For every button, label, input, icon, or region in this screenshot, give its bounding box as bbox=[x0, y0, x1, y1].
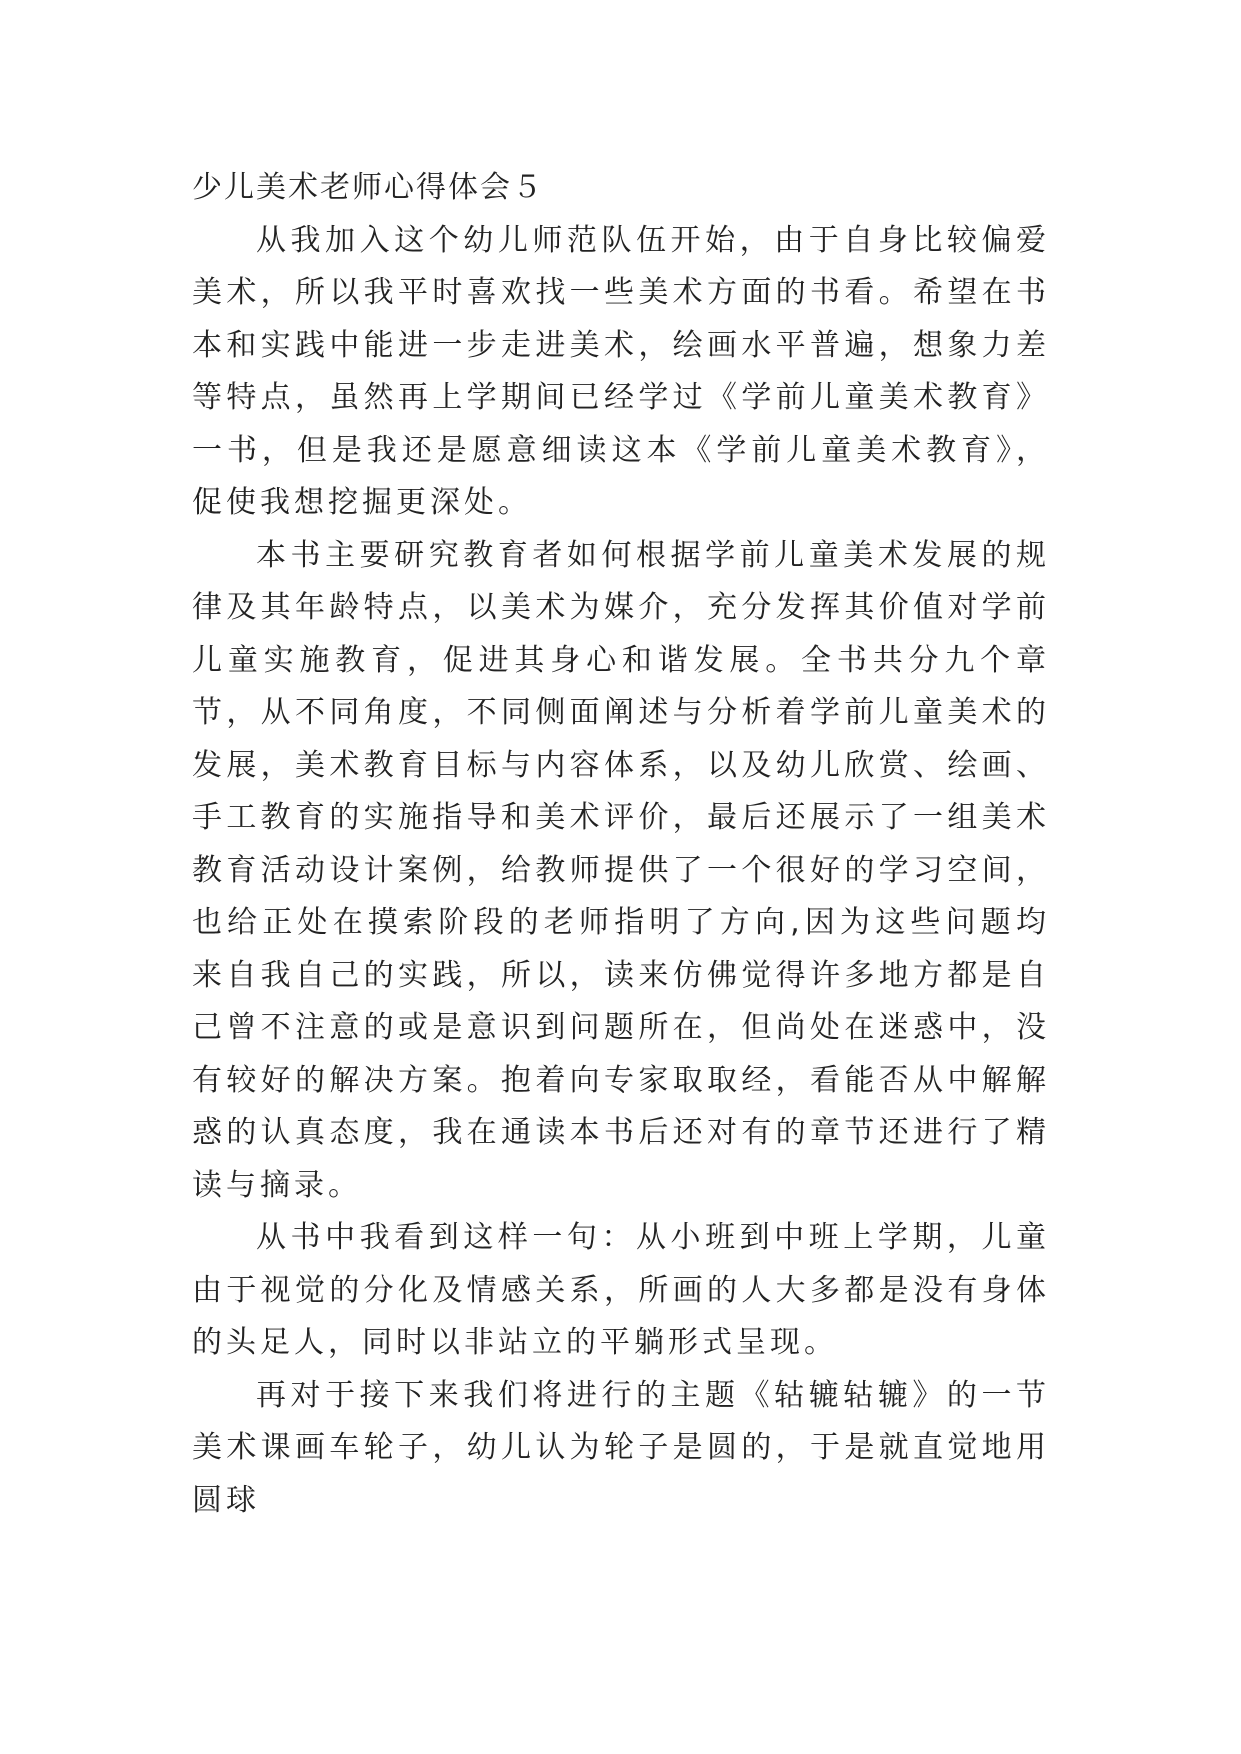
paragraph-1: 从我加入这个幼儿师范队伍开始，由于自身比较偏爱美术，所以我平时喜欢找一些美术方面的书看。希望在书本和实践中能进一步走进美术，绘画水平普遍，想象力差等特点，虽然再上学期间已经学过《学前儿童美术教育》一书，但是我还是愿意细读这本《学前儿童美术教育》，促使我想挖掘更深处。 bbox=[192, 222, 1050, 520]
document-body bbox=[192, 162, 1050, 1527]
paragraph-3: 从书中我看到这样一句：从小班到中班上学期，儿童由于视觉的分化及情感关系，所画的人大多都是没有身体的头足人，同时以非站立的平躺形式呈现。 bbox=[192, 1220, 1050, 1360]
paragraph-4: 再对于接下来我们将进行的主题《轱辘轱辘》的一节美术课画车轮子，幼儿认为轮子是圆的，于是就直觉地用圆球 bbox=[192, 1377, 1050, 1518]
document-title: 少儿美术老师心得体会５ bbox=[192, 170, 544, 205]
paragraph-2: 本书主要研究教育者如何根据学前儿童美术发展的规律及其年龄特点，以美术为媒介，充分发挥其价值对学前儿童实施教育，促进其身心和谐发展。全书共分九个章节，从不同角度，不同侧面阐述与分析着学前儿童美术的发展，美术教育目标与内容体系，以及幼儿欣赏、绘画、手工教育的实施指导和美术评价，最后还展示了一组美术教育活动设计案例，给教师提供了一个很好的学习空间，也给正处在摸索阶段的老师指明了方向,因为这些问题均来自我自己的实践，所以，读来仿佛觉得许多地方都是自己曾不注意的或是意识到问题所在，但尚处在迷惑中，没有较好的解决方案。抱着向专家取取经，看能否从中解解惑的认真态度，我在通读本书后还对有的章节还进行了精读与摘录。 bbox=[192, 537, 1050, 1203]
